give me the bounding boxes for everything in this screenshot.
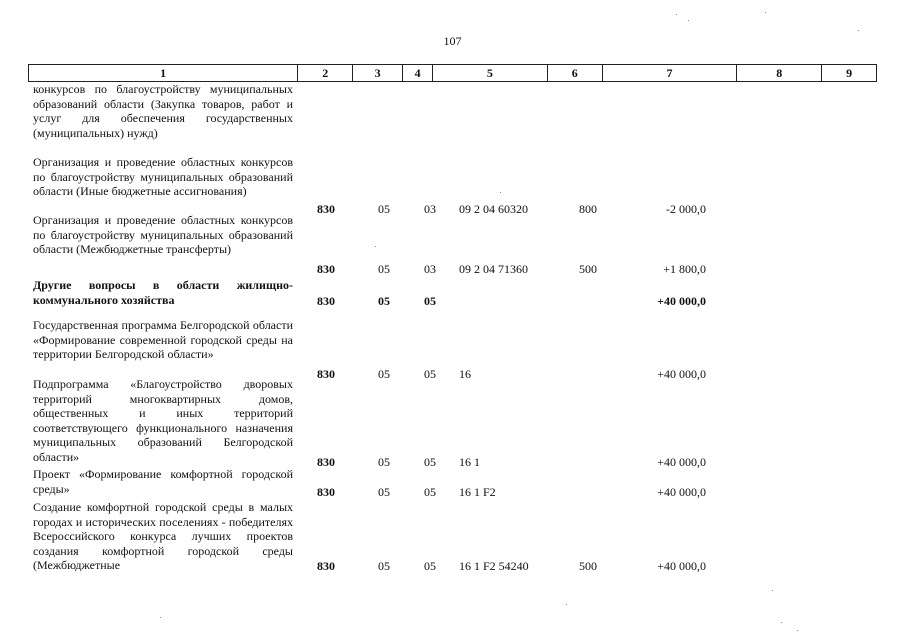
table-row [0,485,905,500]
cell-col-2: 830 [317,367,335,381]
header-col-2: 2 [298,65,353,81]
header-col-1: 1 [29,65,298,81]
cell-col-3: 05 [378,262,390,276]
cell-col-7: +40 000,0 [657,559,706,573]
cell-col-2: 830 [317,202,335,216]
cell-col-7: +1 800,0 [663,262,706,276]
table-row [0,559,905,574]
cell-col-4: 05 [424,455,436,469]
scan-speck [500,192,501,193]
row-description: Государственная программа Белгородской области «Формирование современной городской среды на территории Белгородской области» [33,318,293,361]
cell-col-4: 03 [424,202,436,216]
scan-speck [676,14,677,15]
scan-speck [797,630,798,631]
cell-col-2: 830 [317,262,335,276]
cell-col-4: 05 [424,294,436,308]
scan-speck [772,590,773,591]
cell-col-2: 830 [317,455,335,469]
cell-col-4: 05 [424,485,436,499]
header-col-8: 8 [737,65,822,81]
header-col-3: 3 [353,65,403,81]
cell-col-3: 05 [378,294,390,308]
cell-col-3: 05 [378,455,390,469]
cell-col-7: +40 000,0 [657,367,706,381]
header-col-5: 5 [433,65,548,81]
cell-col-4: 05 [424,559,436,573]
scan-speck [781,622,782,623]
cell-col-5: 16 [459,367,471,381]
cell-col-2: 830 [317,559,335,573]
scan-speck [566,604,567,605]
table-row-section [0,294,905,309]
cell-col-7: +40 000,0 [657,455,706,469]
header-col-9: 9 [846,66,853,80]
row-description: конкурсов по благоустройству муниципальных образований области (Закупка товаров, работ и услуг для обеспечения государственных (муниципальных) нужд) [33,82,293,140]
scan-speck [160,617,161,618]
section-title: Другие вопросы в области жилищно-коммунального хозяйства [33,278,293,307]
row-description: Подпрограмма «Благоустройство дворовых территорий многоквартирных домов, общественных и иных территорий соответствующего функционального назначения муниципальных образований Белгородской области» [33,377,293,464]
cell-col-4: 03 [424,262,436,276]
row-description: Создание комфортной городской среды в малых городах и исторических поселениях - победителях Всероссийского конкурса лучших проектов создания комфортной городской среды (Межбюджетные [33,500,293,572]
scan-speck [765,12,766,13]
cell-col-2: 830 [317,485,335,499]
cell-col-4: 05 [424,367,436,381]
header-col-6: 6 [548,65,603,81]
cell-col-2: 830 [317,294,335,308]
cell-col-3: 05 [378,485,390,499]
cell-col-5: 16 1 F2 [459,485,496,499]
header-col-7: 7 [603,65,738,81]
cell-col-5: 16 1 F2 54240 [459,559,529,573]
row-description: Проект «Формирование комфортной городской среды» [33,467,293,496]
cell-col-5: 09 2 04 60320 [459,202,528,216]
cell-col-3: 05 [378,202,390,216]
cell-col-7: +40 000,0 [657,294,706,308]
page-number: 107 [443,34,462,48]
cell-col-5: 16 1 [459,455,480,469]
row-description: Организация и проведение областных конкурсов по благоустройству муниципальных образований области (Межбюджетные трансферты) [33,213,293,256]
cell-col-7: -2 000,0 [666,202,706,216]
cell-col-3: 05 [378,367,390,381]
scan-speck [375,246,376,247]
cell-col-5: 09 2 04 71360 [459,262,528,276]
header-col-4: 4 [403,65,433,81]
table-header-row [28,64,877,82]
cell-col-6: 500 [579,262,597,276]
scan-speck [858,30,859,31]
cell-col-6: 500 [579,559,597,573]
row-description: Организация и проведение областных конкурсов по благоустройству муниципальных образований области (Иные бюджетные ассигнования) [33,155,293,198]
cell-col-6: 800 [579,202,597,216]
scan-speck [688,20,689,21]
cell-col-7: +40 000,0 [657,485,706,499]
table-row [0,262,905,277]
cell-col-3: 05 [378,559,390,573]
